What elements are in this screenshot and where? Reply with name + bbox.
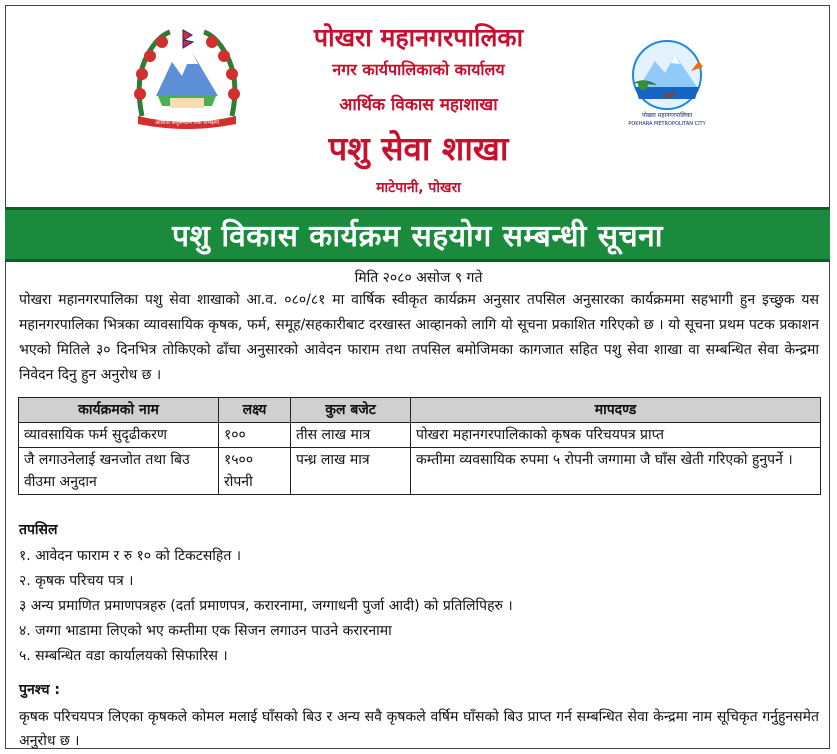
office-location: माटेपानी, पोखरा xyxy=(376,180,461,196)
right-logo-caption-en: POKHARA METROPOLITAN CITY xyxy=(628,121,706,127)
punascha-text: कृषक परिचयपत्र लिएका कृषकले कोमल मलाई घाँसको बिउ र अन्य सवै कृषकले वर्षिम घाँसको बिउ प्राप्त गर्न सम्बन्धित सेवा केन्द्रमा नाम सूचिकृत गर्नुहुनसमेत अनुरोध छ । xyxy=(19,709,819,749)
right-logo-caption-np: पोखरा महानगरपालिका xyxy=(641,112,693,119)
col-program-name: कार्यक्रमको नाम xyxy=(19,398,219,423)
tapsil-heading: तपसिल xyxy=(19,522,58,538)
col-criteria: मापदण्ड xyxy=(411,398,821,423)
office-name: नगर कार्यपालिकाको कार्यालय xyxy=(332,60,505,79)
list-item: ५. सम्बन्धित वडा कार्यालयको सिफारिस । xyxy=(19,648,228,664)
list-item: ४. जग्गा भाडामा लिएको भए कम्तीमा एक सिजन लगाउन पाउने करारनामा xyxy=(19,623,392,639)
notice-date: मिति २०८० असोज ९ गते xyxy=(354,270,483,286)
notice-title-banner xyxy=(5,207,830,262)
notice-paragraph: पोखरा महानगरपालिका पशु सेवा शाखाको आ.व. ०८०/८१ मा वार्षिक स्वीकृत कार्यक्रम अनुसार तपसिल अनुसारका कार्यक्रममा सहभागी हुन इच्छुक यस महानगरपालिका भित्रका व्यावसायिक कृषक, फर्म, समूह/सहकारीबाट दरखास्त आव्हानको लागि यो सूचना प्रकाशित गरिएको छ । यो सूचना प्रथम पटक प्रकाशन भएको मितिले ३० दिनभित्र तोकिएको ढाँचा अनुसारको आवेदन फाराम तथा तपसिल बमोजिमका कागजात सहित पशु सेवा शाखा वा सम्बन्धित सेवा केन्द्रमा निवेदन दिनु हुन अनुरोध छ । xyxy=(19,292,819,383)
col-target: लक्ष्य xyxy=(219,398,291,423)
list-item: १. आवेदन फाराम र रु १० को टिकटसहित । xyxy=(19,548,242,564)
table-cell: १०० xyxy=(219,423,291,448)
table-cell: तीस लाख मात्र xyxy=(291,423,411,448)
list-item: २. कृषक परिचय पत्र । xyxy=(19,573,134,589)
table-row xyxy=(19,423,821,448)
table-cell: पोखरा महानगरपालिकाको कृषक परिचयपत्र प्राप्त xyxy=(411,423,821,448)
table-cell: १५०० रोपनी xyxy=(219,448,291,495)
table-cell: व्यावसायिक फर्म सुदृढीकरण xyxy=(19,423,219,448)
section-name: पशु सेवा शाखा xyxy=(328,129,509,168)
table-cell: जै लगाउनेलाई खनजोत तथा बिउ वीउमा अनुदान xyxy=(19,448,219,495)
punascha-heading: पुनश्च : xyxy=(19,682,61,698)
program-table xyxy=(18,397,821,495)
table-cell: कम्तीमा व्यवसायिक रुपमा ५ रोपनी जग्गामा जै घाँस खेती गरिएको हुनुपर्ने । xyxy=(411,448,821,495)
col-total-budget: कुल बजेट xyxy=(291,398,411,423)
table-cell: पन्ध्र लाख मात्र xyxy=(291,448,411,495)
division-name: आर्थिक विकास महाशाखा xyxy=(339,95,498,115)
list-item: ३ अन्य प्रमाणित प्रमाणपत्रहरु (दर्ता प्रमाणपत्र, करारनामा, जग्गाधनी पुर्जा आदी) को प्रतिलिपिहरु । xyxy=(19,598,513,614)
table-row xyxy=(19,448,821,495)
notice-title: पशु विकास कार्यक्रम सहयोग सम्बन्धी सूचना xyxy=(171,219,664,254)
left-logo-caption: आर्थिक अनुसन्धान तथा सर्भेक्षण xyxy=(155,120,219,126)
municipality-name: पोखरा महानगरपालिका xyxy=(313,23,524,52)
table-header-row xyxy=(19,398,821,423)
